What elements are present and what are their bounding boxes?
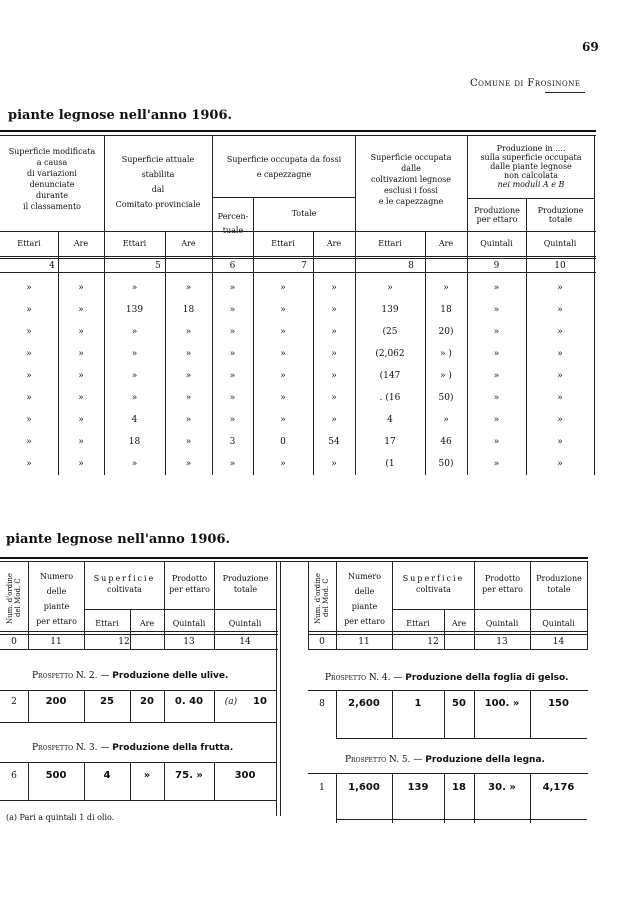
- t2-right-superficie: Superficie coltivata: [402, 574, 465, 594]
- t1-cell-r8-c7: (1: [385, 459, 395, 469]
- t2-right-prodotto: Prodotto per ettaro: [482, 574, 523, 594]
- p3-totale: 300: [234, 770, 256, 781]
- t1-cell-r4-c1: »: [78, 371, 84, 381]
- t1-cell-r7-c2: 18: [128, 437, 141, 447]
- t1-cell-r5-c10: »: [557, 393, 563, 403]
- p2-ettari: 25: [100, 696, 114, 707]
- table1: [0, 130, 600, 510]
- t1-cell-r2-c2: »: [131, 327, 138, 337]
- t1-cell-r4-c4: »: [229, 371, 236, 381]
- t2-left-prodotto: Prodotto per ettaro: [169, 574, 210, 594]
- t1-cell-r5-c5: »: [280, 393, 286, 403]
- t1-cell-r5-c4: »: [229, 393, 236, 403]
- t1-unit-quintali-1: Quintali: [480, 239, 513, 248]
- t1-cell-r4-c8: » ): [440, 371, 452, 381]
- t1-unit-ettari-1: Ettari: [17, 239, 41, 248]
- t1-cell-r1-c6: »: [331, 305, 337, 315]
- t1-cell-r3-c1: »: [78, 349, 84, 359]
- p3-prodotto: 75. »: [175, 770, 203, 781]
- t1-cell-r0-c1: »: [78, 283, 84, 293]
- p2-note-mark: (a): [224, 697, 238, 707]
- t1-cell-r0-c6: »: [331, 283, 337, 293]
- t1-cell-r5-c1: »: [78, 393, 84, 403]
- t1-header-fossi: Superficie occupata da fossi e capezzagne: [226, 155, 342, 179]
- t1-cell-r8-c3: »: [185, 459, 192, 469]
- t1-colnum-6: 6: [229, 261, 236, 271]
- t1-header-percentuale: Percen- tuale: [217, 212, 249, 235]
- t1-cell-r6-c6: »: [331, 415, 337, 425]
- t1-cell-r8-c10: »: [557, 459, 563, 469]
- t1-cell-r6-c0: »: [26, 415, 32, 425]
- footnote: (a) Pari a quintali 1 di olio.: [6, 813, 115, 822]
- t2-left-ettari: Ettari: [95, 619, 119, 628]
- t1-cell-r4-c9: »: [493, 371, 500, 381]
- t1-cell-r5-c7: . (16: [379, 393, 401, 403]
- p2-totale: 10: [253, 696, 267, 707]
- t1-cell-r7-c3: »: [185, 437, 192, 447]
- t1-cell-r5-c3: »: [185, 393, 192, 403]
- p3-num: 6: [11, 771, 17, 781]
- t1-header-totale: Totale: [291, 209, 317, 218]
- t1-cell-r2-c7: (25: [382, 327, 398, 337]
- t1-header-superficie-attuale: Superficie attuale stabilita dal Comitato provinciale: [115, 155, 201, 209]
- t1-header-superficie-modificata: Superficie modificata a causa di variazioni denunciate durante il classamento: [8, 147, 96, 211]
- t2-right-produzione: Produzione totale: [536, 574, 582, 594]
- t2-left-quintali-2: Quintali: [228, 619, 262, 628]
- t1-cell-r6-c10: »: [557, 415, 563, 425]
- table2: [0, 557, 600, 837]
- t1-cell-r1-c2: 139: [125, 305, 144, 315]
- t1-unit-are-2: Are: [181, 239, 196, 248]
- t1-cell-r0-c8: »: [443, 283, 449, 293]
- prospetto-2-heading: Prospetto N. 2. — Produzione delle ulive.: [32, 671, 229, 681]
- t1-cell-r0-c3: »: [185, 283, 192, 293]
- t2-right-colnum-0: 0: [319, 637, 325, 647]
- t1-cell-r3-c3: »: [185, 349, 192, 359]
- t2-right-num-ordine: Num. d'ordine del Mod. C: [314, 572, 330, 624]
- p5-ettari: 139: [407, 782, 429, 793]
- t1-cell-r0-c7: »: [387, 283, 393, 293]
- page-number: 69: [582, 40, 599, 54]
- t1-unit-are-3: Are: [326, 239, 342, 248]
- t2-left-quintali-1: Quintali: [172, 619, 206, 628]
- t2-right-are: Are: [451, 619, 467, 628]
- t1-cell-r3-c8: » ): [440, 349, 452, 359]
- t1-header-prod-ettaro: Produzione per ettaro: [474, 206, 520, 224]
- t1-colnum-7: 7: [301, 261, 307, 271]
- t1-unit-are-4: Are: [438, 239, 454, 248]
- table1-units-sep: [0, 256, 596, 257]
- t1-cell-r5-c8: 50): [438, 393, 454, 403]
- t1-colnum-5: 5: [155, 261, 161, 271]
- p5-piante: 1,600: [348, 782, 380, 793]
- t1-cell-r5-c9: »: [493, 393, 500, 403]
- t1-cell-r6-c3: »: [185, 415, 192, 425]
- t1-cell-r2-c5: »: [280, 327, 286, 337]
- t1-cell-r0-c10: »: [557, 283, 563, 293]
- t1-cell-r8-c9: »: [493, 459, 500, 469]
- t1-cell-r2-c8: 20): [438, 327, 454, 337]
- t1-cell-r0-c5: »: [280, 283, 286, 293]
- t1-cell-r1-c7: 139: [381, 305, 399, 315]
- t1-unit-are-1: Are: [73, 239, 89, 248]
- t1-cell-r2-c9: »: [493, 327, 500, 337]
- p5-are: 18: [452, 782, 466, 793]
- prospetto-5-heading: Prospetto N. 5. — Produzione della legna.: [345, 755, 545, 765]
- t1-cell-r2-c6: »: [331, 327, 337, 337]
- header-rule: [545, 92, 585, 93]
- p2-num: 2: [11, 697, 17, 707]
- t1-cell-r7-c7: 17: [384, 437, 396, 447]
- t1-cell-r4-c0: »: [26, 371, 32, 381]
- t1-cell-r3-c9: »: [493, 349, 500, 359]
- t1-cell-r1-c10: »: [557, 305, 563, 315]
- t1-cell-r3-c6: »: [331, 349, 337, 359]
- table1-numbers-sep: [0, 272, 596, 273]
- table1-title: piante legnose nell'anno 1906.: [8, 108, 233, 123]
- p5-totale: 4,176: [542, 782, 575, 793]
- t1-cell-r4-c5: »: [280, 371, 286, 381]
- t1-cell-r8-c2: »: [131, 459, 138, 469]
- t1-unit-ettari-4: Ettari: [378, 239, 402, 248]
- p3-ettari: 4: [103, 770, 111, 781]
- t2-left-are: Are: [139, 619, 155, 628]
- t1-colnum-9: 9: [493, 261, 500, 271]
- t1-cell-r7-c10: »: [557, 437, 563, 447]
- prospetto-3-heading: Prospetto N. 3. — Produzione della frutta.: [32, 743, 234, 753]
- t1-cell-r1-c3: 18: [182, 305, 195, 315]
- t1-cell-r8-c1: »: [78, 459, 84, 469]
- t1-cell-r7-c8: 46: [440, 437, 452, 447]
- t1-cell-r0-c2: »: [131, 283, 138, 293]
- t1-unit-ettari-2: Ettari: [122, 239, 147, 248]
- p2-piante: 200: [45, 696, 67, 707]
- t1-cell-r6-c7: 4: [387, 415, 393, 425]
- t1-cell-r3-c7: (2,062: [375, 349, 405, 359]
- t2-left-colnum-0: 0: [11, 637, 17, 647]
- t2-left-colnum-12: 12: [118, 637, 130, 647]
- t1-cell-r1-c1: »: [78, 305, 84, 315]
- t1-cell-r6-c2: 4: [131, 415, 138, 425]
- p4-are: 50: [452, 698, 466, 709]
- t1-cell-r8-c0: »: [26, 459, 32, 469]
- t1-header-coltivazioni: Superficie occupata dalle coltivazioni legnose esclusi i fossi e le capezzagne: [370, 153, 452, 206]
- t1-cell-r0-c9: »: [493, 283, 500, 293]
- table1-header-sep: [0, 231, 596, 232]
- t1-cell-r8-c8: 50): [438, 459, 454, 469]
- t2-right-colnum-13: 13: [496, 637, 508, 647]
- t1-cell-r3-c10: »: [557, 349, 563, 359]
- t2-right-colnum-12: 12: [427, 637, 439, 647]
- t1-cell-r7-c1: »: [78, 437, 84, 447]
- t1-cell-r7-c6: 54: [328, 437, 340, 447]
- t2-left-colnum-11: 11: [50, 637, 62, 647]
- t1-cell-r1-c9: »: [493, 305, 500, 315]
- t1-cell-r6-c8: »: [443, 415, 449, 425]
- t1-cell-r7-c5: 0: [280, 437, 286, 447]
- t1-cell-r2-c4: »: [229, 327, 236, 337]
- t2-left-superficie: Superficie coltivata: [93, 574, 156, 594]
- t1-cell-r2-c10: »: [557, 327, 563, 337]
- p2-prodotto: 0. 40: [174, 696, 204, 707]
- t1-cell-r6-c9: »: [493, 415, 500, 425]
- t2-left-produzione: Produzione totale: [222, 574, 269, 594]
- t1-cell-r5-c6: »: [331, 393, 337, 403]
- t1-cell-r5-c2: »: [131, 393, 138, 403]
- t1-cell-r2-c3: »: [185, 327, 192, 337]
- table1-units-sep-2: [0, 258, 596, 259]
- t1-cell-r7-c0: »: [26, 437, 32, 447]
- t1-cell-r8-c4: »: [229, 459, 236, 469]
- t2-left-numero-piante: Numero delle piante per ettaro: [36, 572, 77, 626]
- t1-cell-r1-c8: 18: [440, 305, 452, 315]
- t1-cell-r4-c7: (147: [379, 371, 401, 381]
- t1-cell-r3-c4: »: [229, 349, 236, 359]
- t2-left-colnum-14: 14: [239, 637, 251, 647]
- prospetto-4-heading: Prospetto N. 4. — Produzione della foglia di gelso.: [325, 673, 569, 683]
- t1-unit-ettari-3: Ettari: [271, 239, 295, 248]
- comune-header: Comune di Frosinone: [470, 78, 581, 89]
- t1-header-prod-totale: Produzione totale: [537, 206, 584, 224]
- p5-num: 1: [319, 783, 325, 793]
- t1-cell-r2-c0: »: [26, 327, 32, 337]
- p4-num: 8: [319, 699, 325, 709]
- t1-cell-r6-c5: »: [280, 415, 286, 425]
- t1-cell-r2-c1: »: [78, 327, 84, 337]
- t1-cell-r3-c5: »: [280, 349, 286, 359]
- t1-cell-r4-c6: »: [331, 371, 337, 381]
- p3-piante: 500: [45, 770, 67, 781]
- t1-cell-r7-c9: »: [493, 437, 500, 447]
- p4-ettari: 1: [414, 698, 422, 709]
- t1-cell-r6-c4: »: [229, 415, 236, 425]
- p4-piante: 2,600: [348, 698, 380, 709]
- t1-cell-r7-c4: 3: [229, 437, 236, 447]
- t1-cell-r3-c0: »: [26, 349, 32, 359]
- t1-colnum-8: 8: [408, 261, 414, 271]
- p2-are: 20: [140, 696, 154, 707]
- t2-left-num-ordine: Num. d'ordine del Mod. C: [6, 572, 22, 624]
- t1-cell-r8-c5: »: [280, 459, 286, 469]
- table1-top-rule: [0, 130, 596, 132]
- t1-cell-r1-c4: »: [229, 305, 236, 315]
- t2-right-colnum-11: 11: [358, 637, 370, 647]
- t1-cell-r6-c1: »: [78, 415, 84, 425]
- t1-unit-quintali-2: Quintali: [543, 239, 577, 248]
- t1-cell-r4-c2: »: [131, 371, 138, 381]
- t2-right-ettari: Ettari: [406, 619, 430, 628]
- t1-cell-r0-c0: »: [26, 283, 32, 293]
- t1-colnum-4: 4: [49, 261, 55, 271]
- t2-right-numero-piante: Numero delle piante per ettaro: [344, 572, 385, 626]
- t2-right-quintali-1: Quintali: [485, 619, 519, 628]
- t1-cell-r3-c2: »: [131, 349, 138, 359]
- t1-colnum-10: 10: [554, 261, 566, 271]
- t1-cell-r1-c5: »: [280, 305, 286, 315]
- t1-header-produzione: Produzione in .... sulla superficie occupata dalle piante legnose non calcolata nei moduli A e B: [480, 144, 582, 189]
- p4-prodotto: 100. »: [484, 698, 520, 709]
- p4-totale: 150: [548, 698, 569, 709]
- table1-top-rule-2: [0, 135, 596, 136]
- t1-cell-r5-c0: »: [26, 393, 32, 403]
- t2-left-colnum-13: 13: [183, 637, 195, 647]
- t1-cell-r1-c0: »: [26, 305, 32, 315]
- t1-cell-r8-c6: »: [331, 459, 337, 469]
- p3-are: »: [143, 770, 151, 781]
- t2-right-colnum-14: 14: [552, 637, 565, 647]
- t1-cell-r0-c4: »: [229, 283, 236, 293]
- p5-prodotto: 30. »: [488, 782, 516, 793]
- t1-cell-r4-c10: »: [557, 371, 563, 381]
- t2-right-quintali-2: Quintali: [542, 619, 575, 628]
- t1-cell-r4-c3: »: [185, 371, 192, 381]
- table2-title: piante legnose nell'anno 1906.: [6, 532, 231, 547]
